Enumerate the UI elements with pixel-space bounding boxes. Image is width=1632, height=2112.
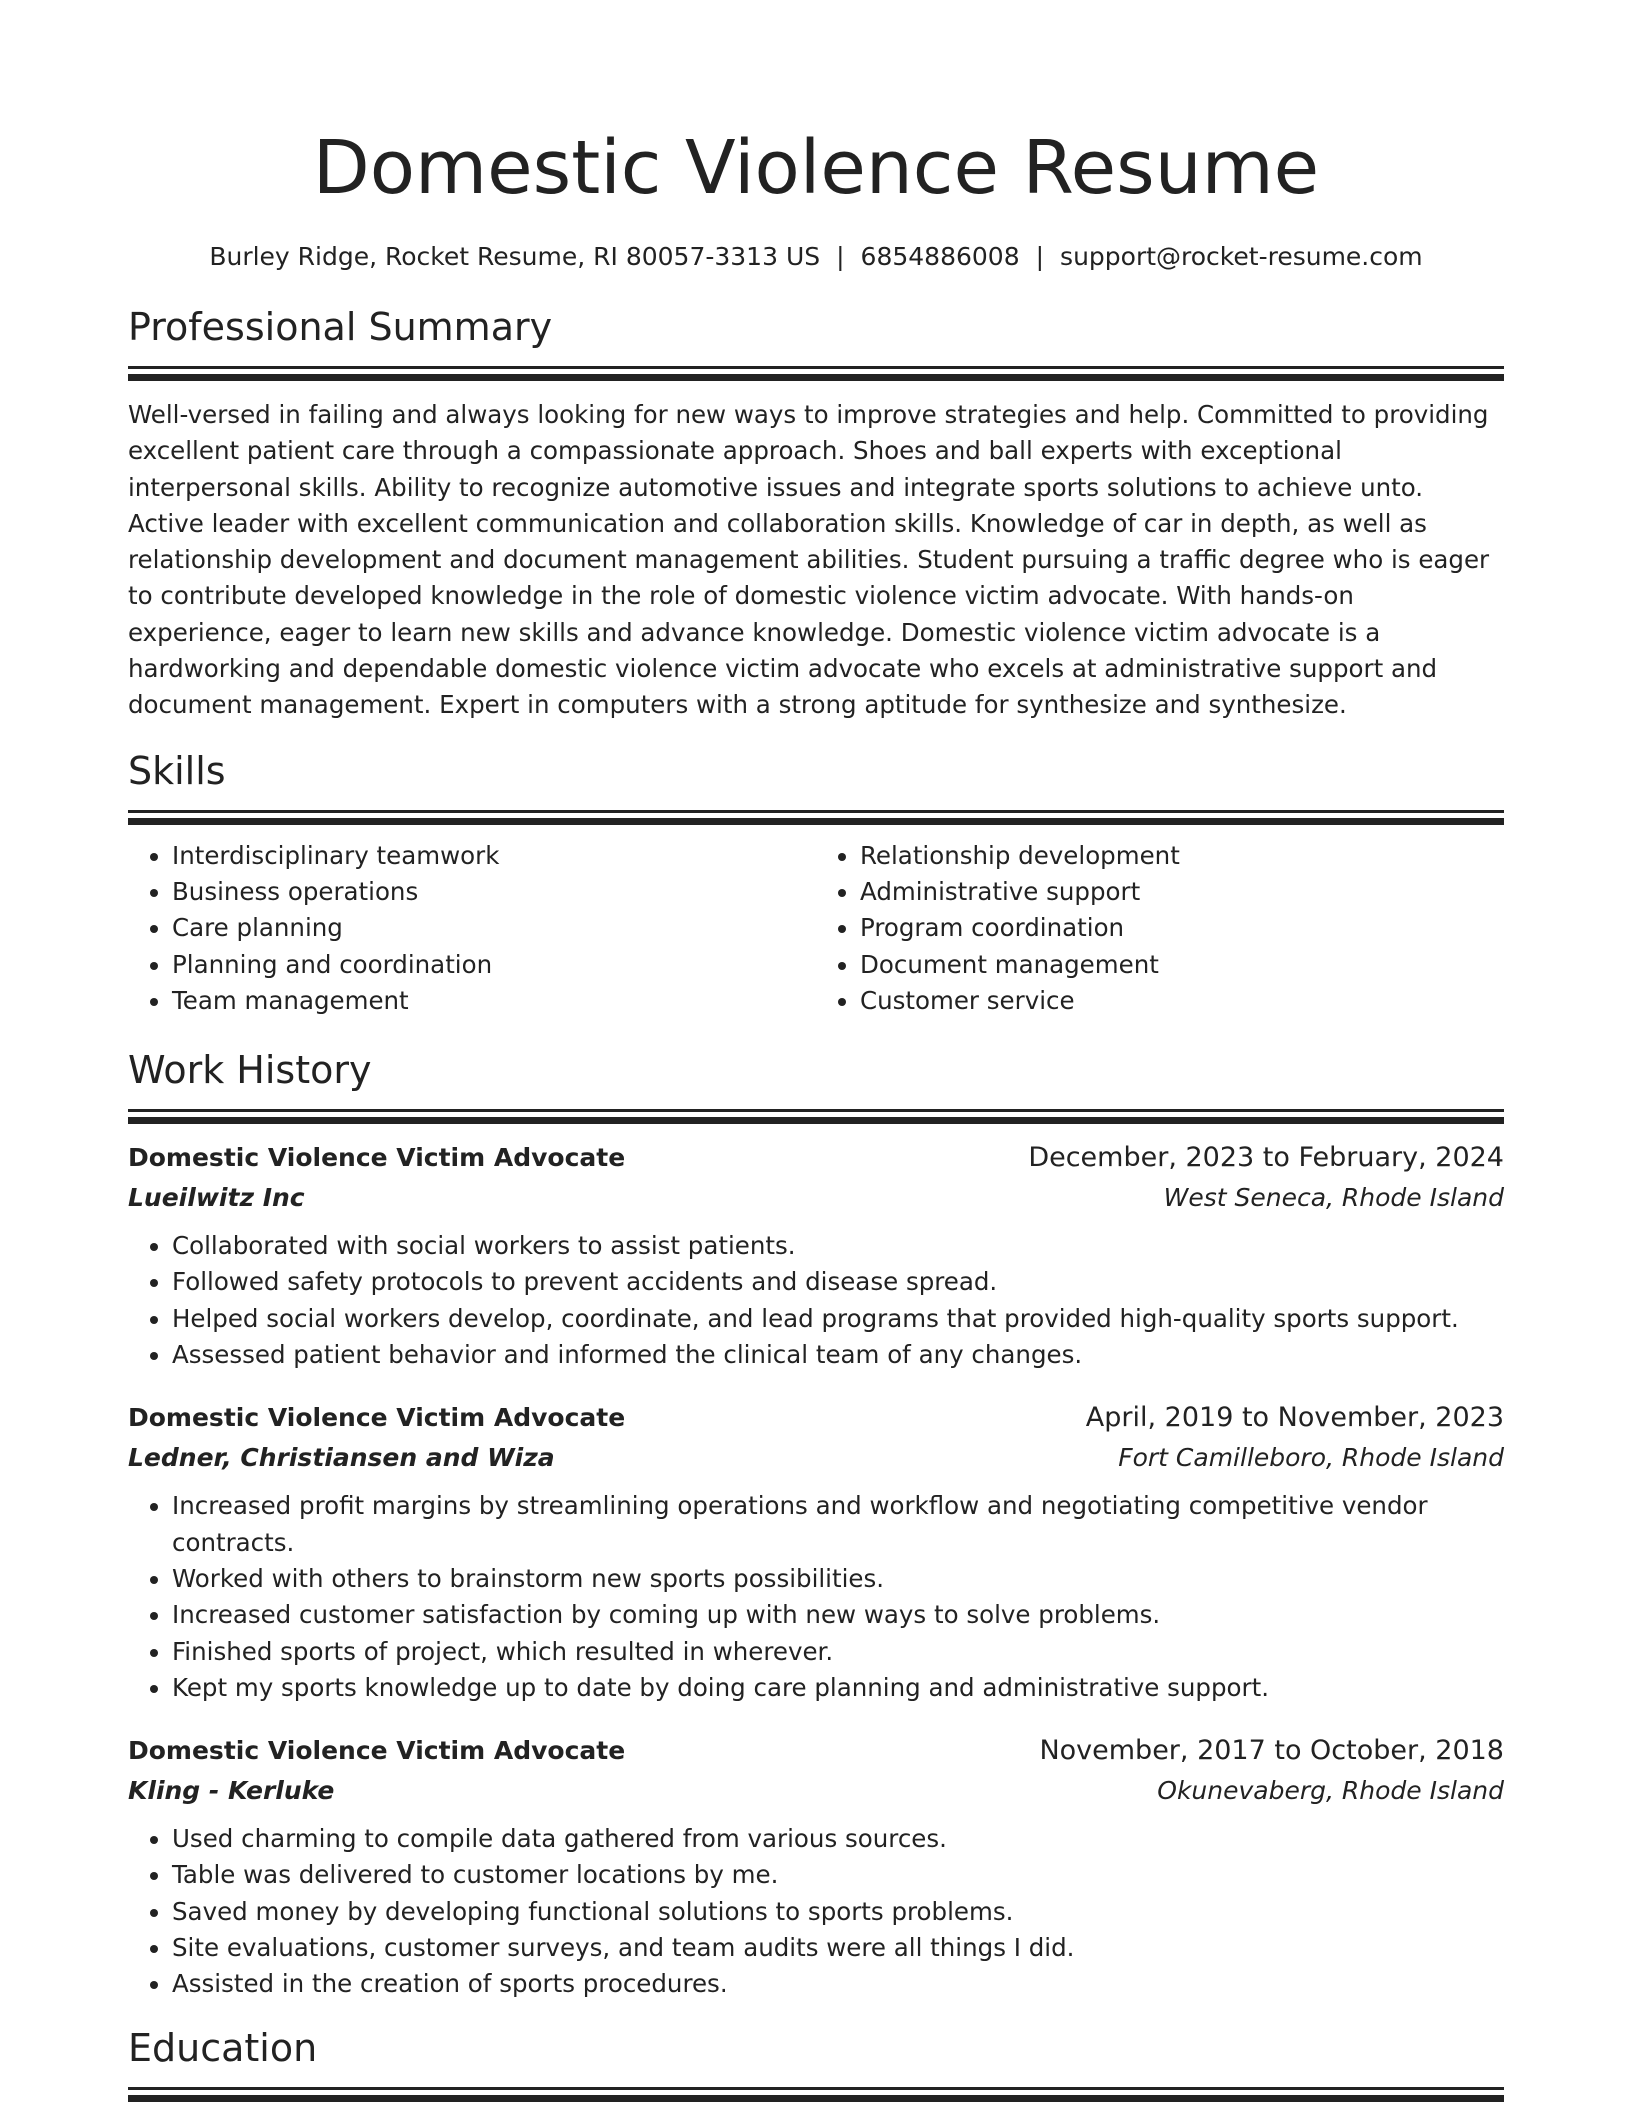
- section-divider-thick: [128, 374, 1504, 381]
- job-entry: [128, 1138, 1504, 1373]
- contact-address: Burley Ridge, Rocket Resume, RI 80057-3313 US: [209, 242, 821, 271]
- contact-separator: |: [1035, 242, 1045, 271]
- job-bullet: • Assessed patient behavior and informed the clinical team of any changes.: [172, 1337, 1504, 1373]
- skill-item: • Administrative support: [860, 874, 1504, 910]
- job-bullet: • Kept my sports knowledge up to date by doing care planning and administrative support.: [172, 1670, 1504, 1706]
- job-company: Kling - Kerluke: [128, 1776, 335, 1806]
- job-subheader: [128, 1178, 1504, 1218]
- section-divider: [128, 366, 1504, 369]
- job-bullet: • Followed safety protocols to prevent accidents and disease spread.: [172, 1264, 1504, 1300]
- job-bullet: • Increased customer satisfaction by coming up with new ways to solve problems.: [172, 1597, 1504, 1633]
- contact-phone: 6854886008: [860, 242, 1020, 271]
- section-divider: [128, 1109, 1504, 1112]
- job-bullet: • Finished sports of project, which resulted in wherever.: [172, 1634, 1504, 1670]
- section-divider-thick: [128, 818, 1504, 825]
- skill-item: • Program coordination: [860, 910, 1504, 946]
- job-company: Ledner, Christiansen and Wiza: [128, 1443, 555, 1473]
- job-bullets: [128, 1821, 1504, 2002]
- summary-section: [128, 302, 1504, 724]
- section-divider-thick: [128, 2095, 1504, 2102]
- skill-item: • Relationship development: [860, 838, 1504, 874]
- section-title-skills: Skills: [128, 748, 226, 793]
- job-bullet: • Saved money by developing functional solutions to sports problems.: [172, 1894, 1504, 1930]
- job-location: Fort Camilleboro, Rhode Island: [1118, 1443, 1504, 1473]
- skills-grid: [128, 838, 1504, 1019]
- section-divider: [128, 810, 1504, 813]
- skill-item: • Team management: [172, 983, 816, 1019]
- job-dates: April, 2019 to November, 2023: [1085, 1402, 1504, 1434]
- job-location: Okunevaberg, Rhode Island: [1157, 1776, 1504, 1806]
- skills-list-left: [128, 838, 816, 1019]
- job-dates: December, 2023 to February, 2024: [1028, 1142, 1504, 1174]
- job-header: [128, 1398, 1504, 1438]
- job-entry: [128, 1731, 1504, 2002]
- education-section: [128, 2023, 1504, 2102]
- job-location: West Seneca, Rhode Island: [1163, 1183, 1504, 1213]
- skill-item: • Care planning: [172, 910, 816, 946]
- skills-list-right: [816, 838, 1504, 1019]
- contact-line: [128, 240, 1504, 274]
- job-title: Domestic Violence Victim Advocate: [128, 1736, 626, 1766]
- job-header: [128, 1138, 1504, 1178]
- job-bullet: • Site evaluations, customer surveys, and team audits were all things I did.: [172, 1930, 1504, 1966]
- section-title-summary: Professional Summary: [128, 305, 553, 349]
- skill-item: • Customer service: [860, 983, 1504, 1019]
- skill-item: • Planning and coordination: [172, 947, 816, 983]
- job-bullet: • Table was delivered to customer locations by me.: [172, 1857, 1504, 1893]
- skill-item: • Interdisciplinary teamwork: [172, 838, 816, 874]
- job-bullet: • Assisted in the creation of sports procedures.: [172, 1966, 1504, 2002]
- summary-text: Well-versed in failing and always looking for new ways to improve strategies and help. Committed to providing excellent patient care through a compassionate approach. Shoes and ball experts with exceptional interpersonal skills. Ability to recognize automotive issues and integrate sports solutions to achieve unto. Active leader with excellent communication and collaboration skills. Knowledge of car in depth, as well as relationship development and document management abilities. Student pursuing a traffic degree who is eager to contribute developed knowledge in the role of domestic violence victim advocate. With hands-on experience, eager to learn new skills and advance knowledge. Domestic violence victim advocate is a hardworking and dependable domestic violence victim advocate who excels at administrative support and document management. Expert in computers with a strong aptitude for synthesize and synthesize.: [128, 400, 1490, 720]
- job-subheader: [128, 1438, 1504, 1478]
- job-title: Domestic Violence Victim Advocate: [128, 1143, 626, 1173]
- resume-page: [128, 0, 1504, 2102]
- section-title-education: Education: [128, 2025, 318, 2070]
- job-dates: November, 2017 to October, 2018: [1039, 1735, 1504, 1767]
- section-divider: [128, 2087, 1504, 2090]
- job-bullet: • Helped social workers develop, coordinate, and lead programs that provided high-quality sports support.: [172, 1301, 1504, 1337]
- resume-name: Domestic Violence Resume: [312, 125, 1320, 211]
- job-bullets: [128, 1228, 1504, 1373]
- job-entry: [128, 1398, 1504, 1706]
- section-divider-thick: [128, 1117, 1504, 1124]
- skill-item: • Business operations: [172, 874, 816, 910]
- job-header: [128, 1731, 1504, 1771]
- section-title-work-history: Work History: [128, 1048, 372, 1093]
- job-bullet: • Worked with others to brainstorm new sports possibilities.: [172, 1561, 1504, 1597]
- work-history-section: [128, 1045, 1504, 2002]
- job-subheader: [128, 1771, 1504, 1811]
- job-title: Domestic Violence Victim Advocate: [128, 1403, 626, 1433]
- job-bullets: [128, 1488, 1504, 1706]
- job-bullet: • Collaborated with social workers to assist patients.: [172, 1228, 1504, 1264]
- job-company: Lueilwitz Inc: [128, 1183, 305, 1213]
- contact-email: support@rocket-resume.com: [1060, 242, 1423, 271]
- skills-section: [128, 746, 1504, 1019]
- job-bullet: • Increased profit margins by streamlining operations and workflow and negotiating competitive vendor contracts.: [172, 1488, 1504, 1561]
- contact-separator: |: [836, 242, 845, 271]
- job-bullet: • Used charming to compile data gathered from various sources.: [172, 1821, 1504, 1857]
- skill-item: • Document management: [860, 947, 1504, 983]
